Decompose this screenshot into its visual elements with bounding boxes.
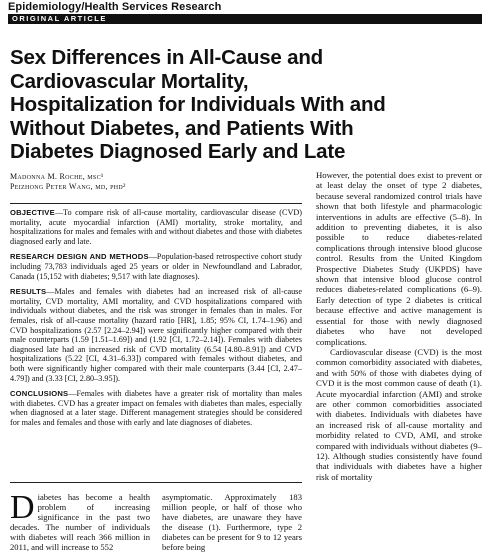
article-type-bar	[8, 14, 482, 24]
body-text: asymptomatic. Approximately 183 million people, or half of those who have diabetes, are unaware they have the disease (1). Furthermore, type 2 diabetes can be present for 9 to 12 years before being	[162, 492, 302, 552]
results-text: —Males and females with diabetes had an increased risk of all-cause mortality, CVD mortality, AMI mortality, and CVD hospitalizations compared with individuals without diabetes, and the risk was stronger in females than in males. For females, risk of all-cause mortality (hazard ratio [HR], 1.85; 95% CI, 1.74–1.96) and CVD hospitalizations (2.57 [2.24–2.94]) were significantly higher compared with their male counterparts (1.59 [1.51–1.69]) and (1.92 [CI, 1.72–2.14]). Females with diabetes diagnosed late had an increased risk of CVD mortality (6.54 [4.80–8.91]) and CVD hospitalizations (5.22 [CI, 4.31–6.33]) compared with females without diabetes, and both were significantly higher compared with their male counterparts (3.44 [CI, 2.47–4.79]) and (3.33 [CI, 2.80–3.95]).	[10, 287, 302, 383]
abstract	[10, 208, 302, 433]
body-column-left	[10, 489, 150, 552]
journal-section-name: Epidemiology/Health Services Research	[8, 1, 222, 13]
title-line: Cardiovascular Mortality,	[10, 69, 249, 93]
results-heading: RESULTS	[10, 287, 47, 297]
body-column-right	[316, 170, 482, 482]
body-column-middle	[162, 492, 302, 552]
abstract-bottom-rule	[10, 482, 302, 483]
article-title	[10, 46, 480, 164]
body-paragraph: However, the potential does exist to prevent or at least delay the onset of type 2 diabetes, because several randomized control trials have shown that both lifestyle and pharmacologic interventions in adults are effective (5–8). In addition to preventing diabetes, it is also possible to reduce diabetes-related complications through intensive blood glucose control. Results from the United Kingdom Prospective Diabetes Study (UKPDS) have shown that intensive blood glucose control reduces diabetes-related complications (6–9). Early detection of type 2 diabetes is critical because effective and active management is essential for those with newly diagnosed diabetes who have not developed complications.	[316, 170, 482, 347]
title-line: Hospitalization for Individuals With and	[10, 93, 386, 116]
conclusions-heading: CONCLUSIONS	[10, 389, 69, 399]
author-name: Peizhong Peter Wang, md, phd²	[10, 182, 126, 191]
methods-text: —Population-based retrospective cohort study including 73,783 individuals aged 25 years or older in Newfoundland and Labrador, Canada (15,152 with diabetes; 9,517 with late diagnoses).	[10, 252, 302, 281]
methods-heading: RESEARCH DESIGN AND METHODS	[10, 252, 149, 262]
title-line: Diabetes Diagnosed Early and Late	[10, 140, 346, 163]
article-type-label: ORIGINAL ARTICLE	[12, 14, 107, 23]
objective-heading: OBJECTIVE	[10, 208, 55, 217]
abstract-top-rule	[10, 203, 302, 204]
abstract-methods	[10, 252, 302, 281]
intro-text: iabetes has become a health problem of increasing significance in the past two decades. The number of individuals with diabetes will reach 366 million in 2011, and will increase to 552	[10, 492, 150, 552]
title-line: Without Diabetes, and Patients With	[10, 116, 354, 140]
title-line: Sex Differences in All-Cause and	[10, 46, 323, 69]
conclusions-text: —Females with diabetes have a greater risk of mortality than males with diabetes. CVD has a greater impact on females with diabetes than males, especially when diagnosed at a later stage. Different management strategies should be considered for males and females and those with early and late diagnoses of diabetes.	[10, 389, 302, 427]
author-list	[10, 172, 126, 192]
abstract-conclusions	[10, 389, 302, 427]
drop-cap: D	[10, 489, 35, 526]
objective-text: —To compare risk of all-cause mortality, cardiovascular disease (CVD) mortality, acute myocardial infarction (AMI) mortality, stroke mortality, and hospitalizations for males and females with and without diabetes and those with diabetes diagnosed early and late.	[10, 208, 302, 246]
abstract-objective	[10, 208, 302, 246]
abstract-results	[10, 287, 302, 383]
author-name: Madonna M. Roche, msc¹	[10, 172, 104, 181]
body-paragraph: Cardiovascular disease (CVD) is the most common comorbidity associated with diabetes, and with 50% of those with diabetes dying of CVD it is the most common cause of death (1). Acute myocardial infarction (AMI) and stroke are other common comorbidities associated with diabetes. Individuals with diabetes have an increased risk of all-cause mortality and morbidity related to CVD, AMI, and stroke compared with individuals without diabetes (9–12). Although studies consistently have found that individuals with diabetes have a higher risk of mortality	[316, 346, 482, 482]
